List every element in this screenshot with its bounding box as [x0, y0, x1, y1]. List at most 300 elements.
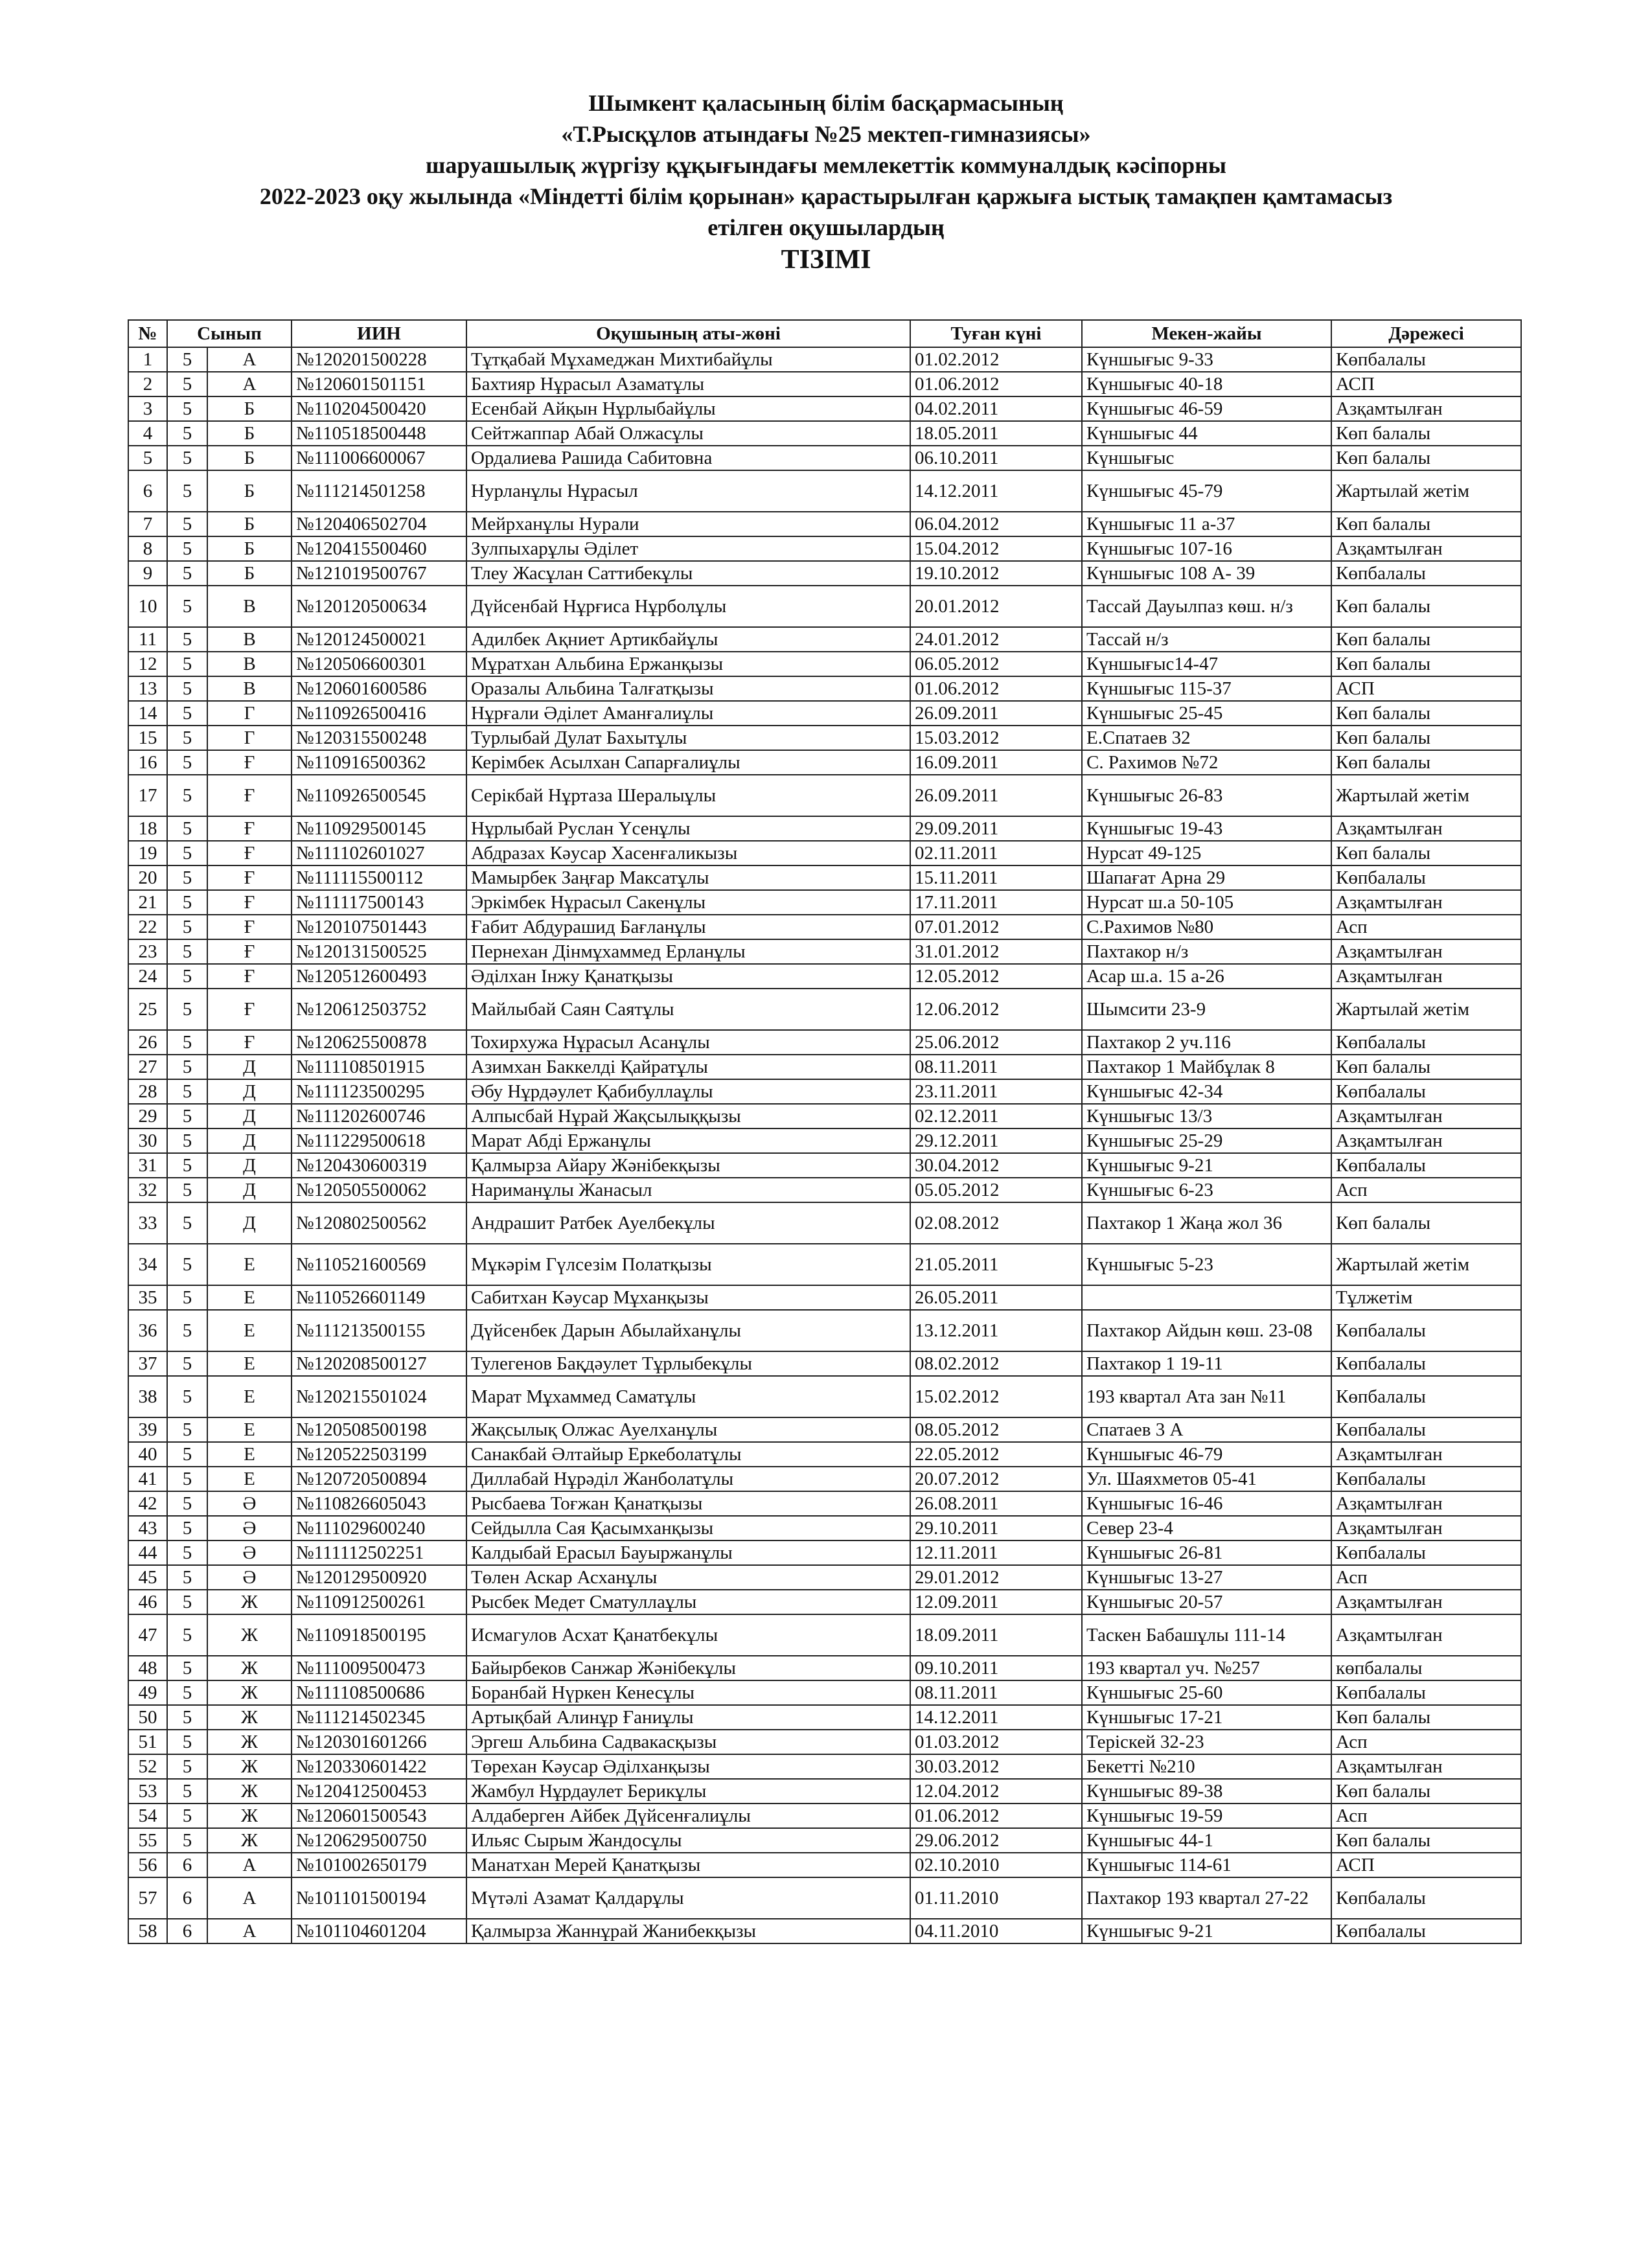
row-birth-date: 04.02.2011 — [910, 396, 1082, 421]
row-birth-date: 02.08.2012 — [910, 1202, 1082, 1244]
row-iin: №120522503199 — [292, 1442, 466, 1467]
row-number: 2 — [128, 372, 167, 396]
table-row — [128, 1442, 1521, 1467]
table-row — [128, 347, 1521, 372]
row-address: Ул. Шаяхметов 05-41 — [1082, 1467, 1331, 1491]
row-birth-date: 26.08.2011 — [910, 1491, 1082, 1516]
row-student-name: Төрехан Кәусар Әділханқызы — [466, 1754, 910, 1779]
row-grade: 5 — [167, 1104, 207, 1128]
row-iin: №111117500143 — [292, 890, 466, 915]
row-iin: №111009500473 — [292, 1656, 466, 1680]
row-student-name: Боранбай Нүркен Кенесұлы — [466, 1680, 910, 1705]
table-row — [128, 726, 1521, 750]
table-row — [128, 1590, 1521, 1614]
row-birth-date: 29.06.2012 — [910, 1828, 1082, 1853]
table-row — [128, 989, 1521, 1030]
row-student-name: Санакбай Әлтайыр Еркеболатұлы — [466, 1442, 910, 1467]
row-class-letter: В — [207, 676, 292, 701]
row-iin: №120802500562 — [292, 1202, 466, 1244]
header-line-4: 2022-2023 оқу жылында «Міндетті білім қорынан» қарастырылған қаржыға ыстық тамақпен қамтамасыз — [259, 183, 1393, 209]
col-header-address: Мекен-жайы — [1082, 320, 1331, 347]
table-row — [128, 627, 1521, 652]
row-grade: 5 — [167, 701, 207, 726]
row-address: Теріскей 32-23 — [1082, 1730, 1331, 1754]
row-student-name: Рысбек Медет Сматуллаұлы — [466, 1590, 910, 1614]
row-student-name: Жақсылық Олжас Ауелханұлы — [466, 1417, 910, 1442]
row-number: 36 — [128, 1310, 167, 1351]
row-student-name: Қалмырза Жаннұрай Жанибекқызы — [466, 1919, 910, 1943]
row-address: Пахтакор 1 19-11 — [1082, 1351, 1331, 1376]
row-student-name: Ильяс Сырым Жандосұлы — [466, 1828, 910, 1853]
row-class-letter: Ж — [207, 1614, 292, 1656]
row-class-letter: Д — [207, 1202, 292, 1244]
row-grade: 5 — [167, 1804, 207, 1828]
row-class-letter: Б — [207, 470, 292, 512]
row-iin: №120208500127 — [292, 1351, 466, 1376]
row-birth-date: 30.03.2012 — [910, 1754, 1082, 1779]
row-status: Азқамтылған — [1331, 890, 1521, 915]
row-address: Спатаев 3 А — [1082, 1417, 1331, 1442]
table-row — [128, 446, 1521, 470]
table-row — [128, 775, 1521, 816]
row-address: Пахтакор 1 Майбұлак 8 — [1082, 1055, 1331, 1079]
row-student-name: Байырбеков Санжар Жәнібекұлы — [466, 1656, 910, 1680]
row-class-letter: Ж — [207, 1590, 292, 1614]
row-grade: 5 — [167, 1467, 207, 1491]
row-iin: №120430600319 — [292, 1153, 466, 1178]
row-class-letter: Ж — [207, 1680, 292, 1705]
row-number: 51 — [128, 1730, 167, 1754]
row-class-letter: Е — [207, 1467, 292, 1491]
row-status: Жартылай жетім — [1331, 775, 1521, 816]
row-grade: 5 — [167, 561, 207, 586]
row-address: Күншығыс 25-45 — [1082, 701, 1331, 726]
row-address: Күншығыс 25-60 — [1082, 1680, 1331, 1705]
row-birth-date: 08.11.2011 — [910, 1055, 1082, 1079]
col-header-number: № — [128, 320, 167, 347]
row-grade: 5 — [167, 1376, 207, 1417]
row-class-letter: Ж — [207, 1754, 292, 1779]
row-birth-date: 05.05.2012 — [910, 1178, 1082, 1202]
row-iin: №110926500416 — [292, 701, 466, 726]
row-birth-date: 15.04.2012 — [910, 536, 1082, 561]
row-birth-date: 07.01.2012 — [910, 915, 1082, 939]
row-grade: 5 — [167, 726, 207, 750]
row-class-letter: Е — [207, 1310, 292, 1351]
row-number: 14 — [128, 701, 167, 726]
row-address: Күншығыс — [1082, 446, 1331, 470]
row-student-name: Дүйсенбай Нұрғиса Нұрболұлы — [466, 586, 910, 627]
row-number: 58 — [128, 1919, 167, 1943]
row-birth-date: 01.06.2012 — [910, 1804, 1082, 1828]
row-number: 35 — [128, 1285, 167, 1310]
table-row — [128, 1779, 1521, 1804]
row-status: Көп балалы — [1331, 627, 1521, 652]
row-number: 55 — [128, 1828, 167, 1853]
row-status: көпбалалы — [1331, 1656, 1521, 1680]
row-student-name: Ғабит Абдурашид Бағланұлы — [466, 915, 910, 939]
row-number: 13 — [128, 676, 167, 701]
row-iin: №120415500460 — [292, 536, 466, 561]
row-address: Асар ш.а. 15 а-26 — [1082, 964, 1331, 989]
row-iin: №110204500420 — [292, 396, 466, 421]
row-grade: 6 — [167, 1877, 207, 1919]
table-row — [128, 536, 1521, 561]
row-class-letter: Е — [207, 1351, 292, 1376]
row-student-name: Нурланұлы Нұрасыл — [466, 470, 910, 512]
row-birth-date: 17.11.2011 — [910, 890, 1082, 915]
row-status: Көп балалы — [1331, 701, 1521, 726]
row-status: Көпбалалы — [1331, 1541, 1521, 1565]
row-grade: 5 — [167, 1351, 207, 1376]
row-address: С. Рахимов №72 — [1082, 750, 1331, 775]
row-iin: №101104601204 — [292, 1919, 466, 1943]
table-row — [128, 1877, 1521, 1919]
row-grade: 5 — [167, 1730, 207, 1754]
row-student-name: Эргеш Альбина Садвакасқызы — [466, 1730, 910, 1754]
row-class-letter: В — [207, 586, 292, 627]
row-grade: 5 — [167, 1828, 207, 1853]
row-status: Көп балалы — [1331, 586, 1521, 627]
row-student-name: Марат Мұхаммед Саматұлы — [466, 1376, 910, 1417]
row-iin: №111108501915 — [292, 1055, 466, 1079]
row-iin: №111102601027 — [292, 841, 466, 865]
row-status: Көпбалалы — [1331, 1079, 1521, 1104]
row-address: Пахтакор 1 Жаңа жол 36 — [1082, 1202, 1331, 1244]
row-status: Жартылай жетім — [1331, 989, 1521, 1030]
row-class-letter: Ә — [207, 1491, 292, 1516]
row-class-letter: А — [207, 1877, 292, 1919]
row-address: 193 квартал уч. №257 — [1082, 1656, 1331, 1680]
row-iin: №120506600301 — [292, 652, 466, 676]
row-birth-date: 15.02.2012 — [910, 1376, 1082, 1417]
row-iin: №111214501258 — [292, 470, 466, 512]
row-birth-date: 20.01.2012 — [910, 586, 1082, 627]
row-iin: №120330601422 — [292, 1754, 466, 1779]
row-number: 8 — [128, 536, 167, 561]
row-number: 49 — [128, 1680, 167, 1705]
row-birth-date: 02.11.2011 — [910, 841, 1082, 865]
row-number: 41 — [128, 1467, 167, 1491]
row-student-name: Мұкәрім Гүлсезім Полатқызы — [466, 1244, 910, 1285]
row-address: Нурсат 49-125 — [1082, 841, 1331, 865]
table-row — [128, 652, 1521, 676]
row-birth-date: 14.12.2011 — [910, 470, 1082, 512]
row-grade: 5 — [167, 347, 207, 372]
row-address: Күншығыс 40-18 — [1082, 372, 1331, 396]
row-status: Көпбалалы — [1331, 1030, 1521, 1055]
row-status: Көп балалы — [1331, 652, 1521, 676]
row-birth-date: 01.06.2012 — [910, 372, 1082, 396]
row-number: 20 — [128, 865, 167, 890]
table-row — [128, 1244, 1521, 1285]
row-iin: №101002650179 — [292, 1853, 466, 1877]
row-student-name: Сейтжаппар Абай Олжасұлы — [466, 421, 910, 446]
table-row — [128, 1153, 1521, 1178]
row-student-name: Рысбаева Тоғжан Қанатқызы — [466, 1491, 910, 1516]
row-number: 50 — [128, 1705, 167, 1730]
row-class-letter: Е — [207, 1244, 292, 1285]
row-number: 1 — [128, 347, 167, 372]
table-row — [128, 1104, 1521, 1128]
row-class-letter: Г — [207, 701, 292, 726]
table-row — [128, 421, 1521, 446]
document-header — [117, 87, 1535, 277]
row-number: 7 — [128, 512, 167, 536]
row-address: Пахтакор 2 уч.116 — [1082, 1030, 1331, 1055]
table-row — [128, 816, 1521, 841]
row-status: Асп — [1331, 915, 1521, 939]
row-birth-date: 23.11.2011 — [910, 1079, 1082, 1104]
row-status: Азқамтылған — [1331, 396, 1521, 421]
row-student-name: Алдаберген Айбек Дүйсенғалиұлы — [466, 1804, 910, 1828]
row-birth-date: 26.09.2011 — [910, 701, 1082, 726]
row-class-letter: Ж — [207, 1828, 292, 1853]
row-address: Шапағат Арна 29 — [1082, 865, 1331, 890]
col-header-iin: ИИН — [292, 320, 466, 347]
row-status: Көп балалы — [1331, 841, 1521, 865]
row-address: Күншығыс 26-81 — [1082, 1541, 1331, 1565]
row-address: Күншығыс 11 а-37 — [1082, 512, 1331, 536]
row-grade: 5 — [167, 676, 207, 701]
row-status: Көпбалалы — [1331, 347, 1521, 372]
table-row — [128, 750, 1521, 775]
document-title: ТІЗІМІ — [781, 245, 871, 275]
row-grade: 5 — [167, 775, 207, 816]
row-iin: №120512600493 — [292, 964, 466, 989]
row-student-name: Жамбул Нұрдаулет Берикұлы — [466, 1779, 910, 1804]
row-number: 44 — [128, 1541, 167, 1565]
row-student-name: Әділхан Інжу Қанатқызы — [466, 964, 910, 989]
row-iin: №120629500750 — [292, 1828, 466, 1853]
row-birth-date: 04.11.2010 — [910, 1919, 1082, 1943]
row-birth-date: 02.12.2011 — [910, 1104, 1082, 1128]
table-row — [128, 1376, 1521, 1417]
row-grade: 5 — [167, 396, 207, 421]
row-grade: 5 — [167, 750, 207, 775]
row-number: 37 — [128, 1351, 167, 1376]
row-iin: №111108500686 — [292, 1680, 466, 1705]
row-class-letter: Е — [207, 1442, 292, 1467]
row-address: Күншығыс 13/3 — [1082, 1104, 1331, 1128]
row-iin: №111006600067 — [292, 446, 466, 470]
table-row — [128, 915, 1521, 939]
row-status: АСП — [1331, 1853, 1521, 1877]
row-status: Асп — [1331, 1804, 1521, 1828]
row-birth-date: 30.04.2012 — [910, 1153, 1082, 1178]
row-student-name: Абдразах Кәусар Хасенғаликызы — [466, 841, 910, 865]
table-row — [128, 676, 1521, 701]
row-iin: №120625500878 — [292, 1030, 466, 1055]
row-student-name: Адилбек Ақниет Артикбайұлы — [466, 627, 910, 652]
row-iin: №111214502345 — [292, 1705, 466, 1730]
row-number: 26 — [128, 1030, 167, 1055]
row-iin: №120601600586 — [292, 676, 466, 701]
row-iin: №110912500261 — [292, 1590, 466, 1614]
row-status: Азқамтылған — [1331, 1491, 1521, 1516]
row-class-letter: А — [207, 372, 292, 396]
row-iin: №110916500362 — [292, 750, 466, 775]
row-iin: №120107501443 — [292, 915, 466, 939]
row-grade: 5 — [167, 1128, 207, 1153]
row-student-name: Тлеу Жасұлан Саттибекұлы — [466, 561, 910, 586]
row-status: Азқамтылған — [1331, 816, 1521, 841]
row-grade: 5 — [167, 1779, 207, 1804]
row-grade: 5 — [167, 536, 207, 561]
row-birth-date: 12.06.2012 — [910, 989, 1082, 1030]
row-grade: 5 — [167, 964, 207, 989]
row-address: Күншығыс 9-33 — [1082, 347, 1331, 372]
row-address: Тассай Дауылпаз көш. н/з — [1082, 586, 1331, 627]
row-number: 16 — [128, 750, 167, 775]
row-address: Күншығыс 16-46 — [1082, 1491, 1331, 1516]
row-number: 53 — [128, 1779, 167, 1804]
row-status: Асп — [1331, 1730, 1521, 1754]
header-line-3: шаруашылық жүргізу құқығындағы мемлекеттік коммуналдық кәсіпорны — [425, 152, 1227, 178]
table-row — [128, 1919, 1521, 1943]
row-grade: 5 — [167, 1680, 207, 1705]
row-birth-date: 08.02.2012 — [910, 1351, 1082, 1376]
table-row — [128, 561, 1521, 586]
row-birth-date: 25.06.2012 — [910, 1030, 1082, 1055]
row-address: Пахтакор Айдын көш. 23-08 — [1082, 1310, 1331, 1351]
row-number: 40 — [128, 1442, 167, 1467]
row-birth-date: 12.04.2012 — [910, 1779, 1082, 1804]
header-line-2: «Т.Рысқұлов атындағы №25 мектеп-гимназиясы» — [561, 121, 1091, 147]
row-status: Азқамтылған — [1331, 1104, 1521, 1128]
row-student-name: Майлыбай Саян Саятұлы — [466, 989, 910, 1030]
row-number: 46 — [128, 1590, 167, 1614]
row-grade: 5 — [167, 841, 207, 865]
row-student-name: Сабитхан Кәусар Мұханқызы — [466, 1285, 910, 1310]
row-birth-date: 15.11.2011 — [910, 865, 1082, 890]
row-student-name: Марат Абді Ержанұлы — [466, 1128, 910, 1153]
row-birth-date: 29.12.2011 — [910, 1128, 1082, 1153]
row-status: Азқамтылған — [1331, 1590, 1521, 1614]
row-address: Күншығыс 114-61 — [1082, 1853, 1331, 1877]
row-birth-date: 06.05.2012 — [910, 652, 1082, 676]
row-number: 21 — [128, 890, 167, 915]
row-address: Е.Спатаев 32 — [1082, 726, 1331, 750]
row-address: Пахтакор 193 квартал 27-22 — [1082, 1877, 1331, 1919]
row-student-name: Нұрлыбай Руслан Үсенұлы — [466, 816, 910, 841]
row-number: 17 — [128, 775, 167, 816]
row-grade: 5 — [167, 1244, 207, 1285]
row-address: Күншығыс 6-23 — [1082, 1178, 1331, 1202]
row-status: Жартылай жетім — [1331, 470, 1521, 512]
row-address: Пахтакор н/з — [1082, 939, 1331, 964]
row-class-letter: Б — [207, 512, 292, 536]
row-number: 24 — [128, 964, 167, 989]
row-address: Күншығыс 42-34 — [1082, 1079, 1331, 1104]
row-grade: 6 — [167, 1919, 207, 1943]
row-student-name: Исмагулов Асхат Қанатбекұлы — [466, 1614, 910, 1656]
row-birth-date: 29.01.2012 — [910, 1565, 1082, 1590]
row-status: Көп балалы — [1331, 726, 1521, 750]
table-header-row — [128, 320, 1521, 347]
row-student-name: Ордалиева Рашида Сабитовна — [466, 446, 910, 470]
row-student-name: Бахтияр Нұрасыл Азаматұлы — [466, 372, 910, 396]
table-row — [128, 964, 1521, 989]
table-row — [128, 1310, 1521, 1351]
row-grade: 5 — [167, 1202, 207, 1244]
row-student-name: Керімбек Асылхан Сапарғалиұлы — [466, 750, 910, 775]
row-number: 56 — [128, 1853, 167, 1877]
row-status: Азқамтылған — [1331, 536, 1521, 561]
row-student-name: Калдыбай Ерасыл Бауыржанұлы — [466, 1541, 910, 1565]
row-address: Күншығыс 44 — [1082, 421, 1331, 446]
row-number: 28 — [128, 1079, 167, 1104]
row-number: 30 — [128, 1128, 167, 1153]
row-birth-date: 01.03.2012 — [910, 1730, 1082, 1754]
row-class-letter: Б — [207, 536, 292, 561]
table-row — [128, 701, 1521, 726]
row-class-letter: Ғ — [207, 890, 292, 915]
row-number: 54 — [128, 1804, 167, 1828]
row-address: Күншығыс 108 А- 39 — [1082, 561, 1331, 586]
row-birth-date: 26.09.2011 — [910, 775, 1082, 816]
row-student-name: Нариманұлы Жанасыл — [466, 1178, 910, 1202]
row-class-letter: А — [207, 1853, 292, 1877]
row-birth-date: 24.01.2012 — [910, 627, 1082, 652]
row-grade: 5 — [167, 470, 207, 512]
row-class-letter: Д — [207, 1153, 292, 1178]
table-row — [128, 1705, 1521, 1730]
table-row — [128, 1285, 1521, 1310]
row-status: Көп балалы — [1331, 421, 1521, 446]
row-iin: №110918500195 — [292, 1614, 466, 1656]
row-iin: №120315500248 — [292, 726, 466, 750]
row-birth-date: 12.05.2012 — [910, 964, 1082, 989]
table-row — [128, 586, 1521, 627]
row-birth-date: 20.07.2012 — [910, 1467, 1082, 1491]
row-status: Азқамтылған — [1331, 1754, 1521, 1779]
col-header-name: Оқушының аты-жөні — [466, 320, 910, 347]
row-status: Азқамтылған — [1331, 1614, 1521, 1656]
row-grade: 5 — [167, 512, 207, 536]
row-status: Азқамтылған — [1331, 1516, 1521, 1541]
row-number: 38 — [128, 1376, 167, 1417]
row-iin: №111029600240 — [292, 1516, 466, 1541]
row-birth-date: 01.11.2010 — [910, 1877, 1082, 1919]
row-grade: 5 — [167, 1491, 207, 1516]
row-student-name: Алпысбай Нұрай Жақсылыққызы — [466, 1104, 910, 1128]
row-class-letter: А — [207, 1919, 292, 1943]
row-iin: №120601501151 — [292, 372, 466, 396]
row-address: Күншығыс 44-1 — [1082, 1828, 1331, 1853]
row-iin: №110826605043 — [292, 1491, 466, 1516]
row-birth-date: 13.12.2011 — [910, 1310, 1082, 1351]
row-student-name: Мүтәлі Азамат Қалдарұлы — [466, 1877, 910, 1919]
row-iin: №120412500453 — [292, 1779, 466, 1804]
row-status: Тұлжетім — [1331, 1285, 1521, 1310]
row-student-name: Қалмырза Айару Жәнібекқызы — [466, 1153, 910, 1178]
row-address: Күншығыс 46-79 — [1082, 1442, 1331, 1467]
col-header-status: Дәрежесі — [1331, 320, 1521, 347]
row-iin: №121019500767 — [292, 561, 466, 586]
table-row — [128, 1656, 1521, 1680]
row-student-name: Азимхан Баккелді Қайратұлы — [466, 1055, 910, 1079]
row-iin: №111112502251 — [292, 1541, 466, 1565]
row-iin: №120508500198 — [292, 1417, 466, 1442]
row-status: Жартылай жетім — [1331, 1244, 1521, 1285]
row-class-letter: Д — [207, 1104, 292, 1128]
row-class-letter: Ғ — [207, 865, 292, 890]
row-address: Күншығыс 45-79 — [1082, 470, 1331, 512]
row-grade: 5 — [167, 1754, 207, 1779]
header-line-5: етілген оқушылардың — [707, 214, 945, 240]
row-address: Күншығыс 13-27 — [1082, 1565, 1331, 1590]
